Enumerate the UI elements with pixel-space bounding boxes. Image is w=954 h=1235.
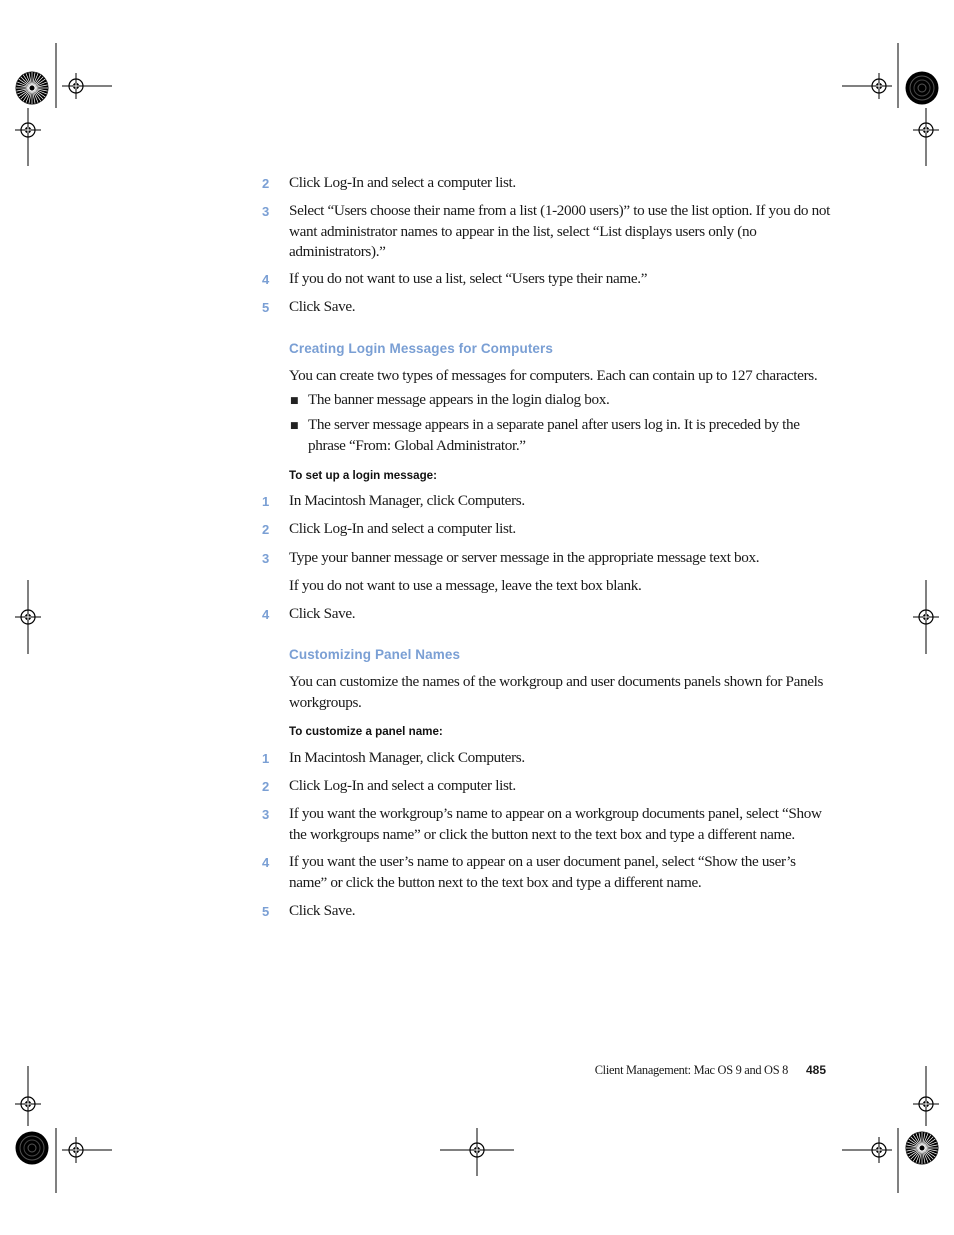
- section-heading-panel-names: Customizing Panel Names: [289, 647, 461, 662]
- step-text: If you want the workgroup’s name to appear on a workgroup documents panel, select “Show the workgroups name” or click the button next to the text box and type a different name.: [289, 805, 822, 843]
- bullet-marker: ■: [290, 421, 299, 431]
- step-text: In Macintosh Manager, click Computers.: [289, 749, 525, 766]
- step-text: If you do not want to use a list, select “Users type their name.”: [289, 270, 648, 287]
- step-number: 3: [262, 204, 270, 219]
- step-text: Click Log-In and select a computer list.: [289, 174, 516, 191]
- step-number: 4: [262, 272, 270, 287]
- step-number: 5: [262, 904, 270, 919]
- step-text: Click Log-In and select a computer list.: [289, 520, 516, 537]
- step-number: 3: [262, 807, 270, 822]
- step-text: Click Save.: [289, 298, 356, 315]
- step-text: Select “Users choose their name from a list (1-2000 users)” to use the list option. If you do not want administrator names to appear in the list, select “List displays users only (no administrators).”: [289, 202, 830, 260]
- step-text: Type your banner message or server message in the appropriate message text box.: [289, 549, 760, 566]
- step-text: Click Log-In and select a computer list.: [289, 777, 516, 794]
- page-number: 485: [806, 1063, 827, 1077]
- procedure-title: To set up a login message:: [289, 469, 437, 482]
- bullet-marker: ■: [290, 396, 299, 406]
- step-number: 1: [262, 494, 270, 509]
- step-number: 4: [262, 607, 270, 622]
- section-intro: You can create two types of messages for computers. Each can contain up to 127 characters.: [289, 367, 818, 384]
- bullet-text: The server message appears in a separate panel after users log in. It is preceded by the phrase “From: Global Administrator.”: [308, 416, 800, 454]
- step-text: If you want the user’s name to appear on a user document panel, select “Show the user’s name” or click the button next to the text box and type a different name.: [289, 853, 796, 891]
- section-heading-login-messages: Creating Login Messages for Computers: [289, 341, 553, 356]
- step-text: In Macintosh Manager, click Computers.: [289, 492, 525, 509]
- bullet-text: The banner message appears in the login dialog box.: [308, 391, 610, 408]
- step-number: 4: [262, 855, 270, 870]
- step-number: 2: [262, 176, 270, 191]
- step-number: 1: [262, 751, 270, 766]
- step-number: 2: [262, 779, 270, 794]
- footer-chapter: Client Management: Mac OS 9 and OS 8: [594, 1063, 788, 1077]
- step-number: 3: [262, 551, 270, 566]
- step-text: Click Save.: [289, 902, 356, 919]
- step-text: Click Save.: [289, 605, 356, 622]
- procedure-title: To customize a panel name:: [289, 725, 443, 738]
- step-number: 2: [262, 522, 270, 537]
- section-intro: You can customize the names of the workgroup and user documents panels shown for Panels workgroups.: [289, 673, 824, 711]
- step-note: If you do not want to use a message, leave the text box blank.: [289, 577, 642, 594]
- step-number: 5: [262, 300, 270, 315]
